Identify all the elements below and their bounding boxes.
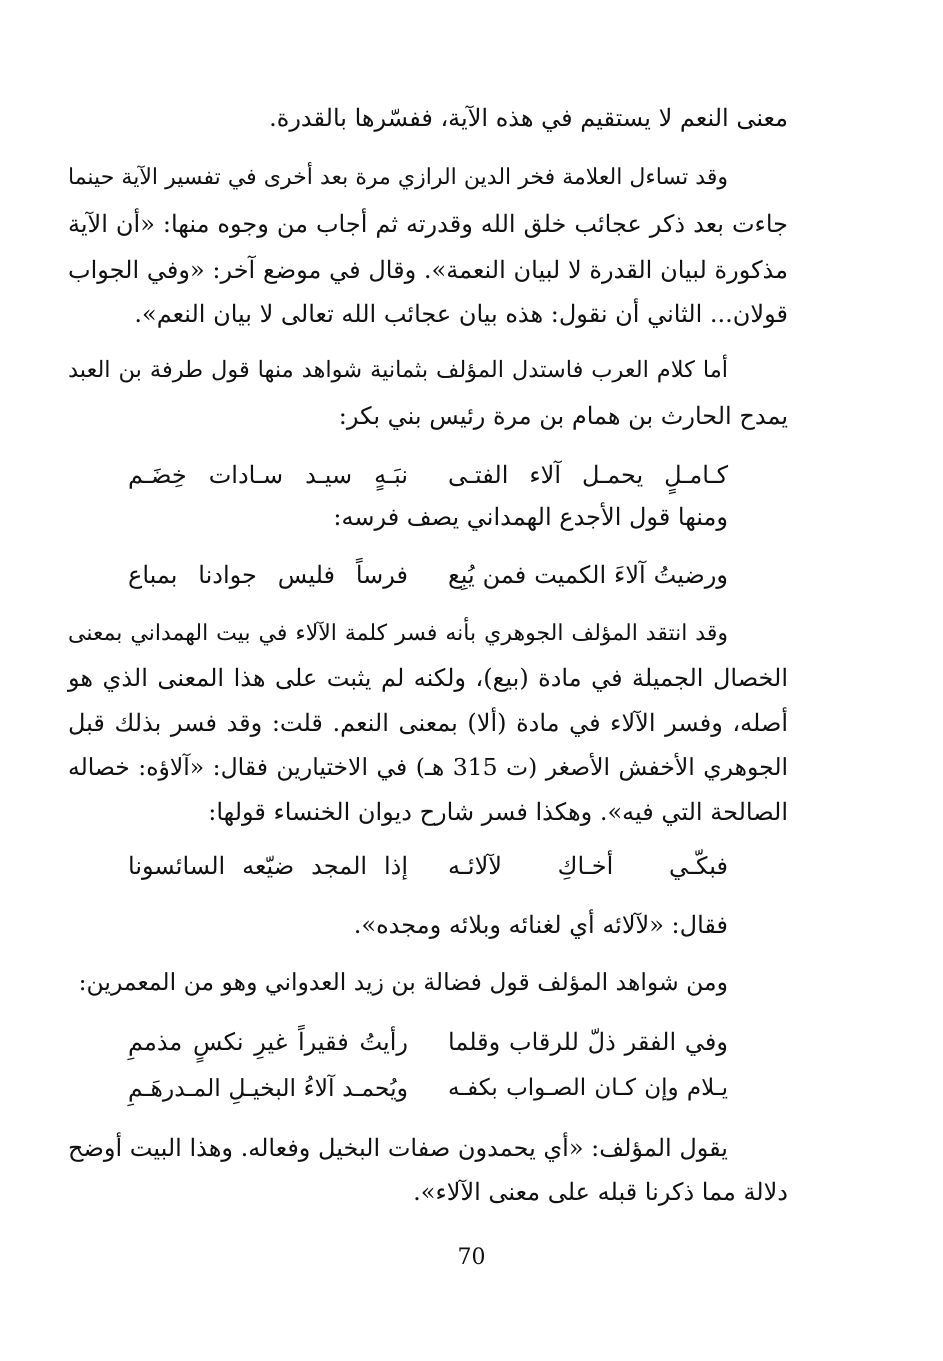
text-line: مذكورة لبيان القدرة لا لبيان النعمة». وقال في موضع آخر: «وفي الجواب: [68, 256, 788, 284]
poem-verse: [128, 1068, 728, 1108]
verse-second-hemistich: رأيتُ فقيراً غيرِ نكسٍ مذممِ: [128, 1028, 408, 1056]
verse-first-hemistich: كـامـلٍ يحمـل آلاء الفتـى: [448, 461, 728, 489]
verse-second-hemistich: إذا المجد ضيّعه السائسونا: [128, 852, 408, 880]
text-line: أصله، وفسر الآلاء في مادة (ألا) بمعنى النعم. قلت: وقد فسر بذلك قبل: [68, 709, 788, 737]
text-line: الخصال الجميلة في مادة (بيع)، ولكنه لم يثبت على هذا المعنى الذي هو: [68, 664, 788, 692]
text-line: يمدح الحارث بن همام بن مرة رئيس بني بكر:: [338, 402, 788, 430]
poem-verse: [128, 455, 728, 495]
text-line: قولان... الثاني أن نقول: هذه بيان عجائب الله تعالى لا بيان النعم».: [134, 300, 788, 328]
verse-second-hemistich: ويُحمـد آلاءُ البخيـلِ المـدرهَـمِ: [128, 1074, 408, 1102]
poem-verse: [128, 1022, 728, 1062]
text-line: أما كلام العرب فاستدل المؤلف بثمانية شواهد منها قول طرفة بن العبد: [68, 357, 728, 383]
text-line: الصالحة التي فيه». وهكذا فسر شارح ديوان الخنساء قولها:: [208, 798, 788, 826]
verse-first-hemistich: يـلام وإن كـان الصـواب بكفـه: [448, 1075, 728, 1101]
text-line: دلالة مما ذكرنا قبله على معنى الآلاء».: [413, 1178, 788, 1206]
verse-first-hemistich: وفي الفقر ذلّ للرقاب وقلما: [448, 1028, 728, 1056]
text-line: ومن شواهد المؤلف قول فضالة بن زيد العدواني وهو من المعمرين:: [78, 968, 728, 996]
verse-second-hemistich: فرساً فليس جوادنا بمباع: [128, 561, 408, 589]
text-line: يقول المؤلف: «أي يحمدون صفات البخيل وفعاله. وهذا البيت أوضح: [68, 1134, 728, 1162]
text-line: معنى النعم لا يستقيم في هذه الآية، ففسّرها بالقدرة.: [269, 104, 788, 132]
text-line: وقد تساءل العلامة فخر الدين الرازي مرة بعد أخرى في تفسير الآية حينما: [68, 165, 728, 190]
text-line: فقال: «لآلائه أي لغنائه وبلائه ومجده».: [353, 911, 728, 939]
text-line: ومنها قول الأجدع الهمداني يصف فرسه:: [333, 503, 728, 531]
text-line: وقد انتقد المؤلف الجوهري بأنه فسر كلمة الآلاء في بيت الهمداني بمعنى: [68, 621, 728, 646]
poem-verse: [128, 555, 728, 595]
verse-second-hemistich: نبَـهٍ سيـد سـادات خِضَـم: [128, 461, 408, 489]
page-number: 70: [457, 1245, 486, 1270]
poem-verse: [128, 846, 728, 886]
verse-first-hemistich: فبكّـي أخـاكِ لآلائـه: [448, 852, 728, 880]
text-line: الجوهري الأخفش الأصغر (ت 315 هـ) في الاختيارين فقال: «آلاؤه: خصاله: [68, 753, 789, 781]
verse-first-hemistich: ورضيتُ آلاءَ الكميت فمن يُبِع: [448, 561, 728, 589]
text-line: جاءت بعد ذكر عجائب خلق الله وقدرته ثم أجاب من وجوه منها: «أن الآية: [68, 210, 788, 238]
